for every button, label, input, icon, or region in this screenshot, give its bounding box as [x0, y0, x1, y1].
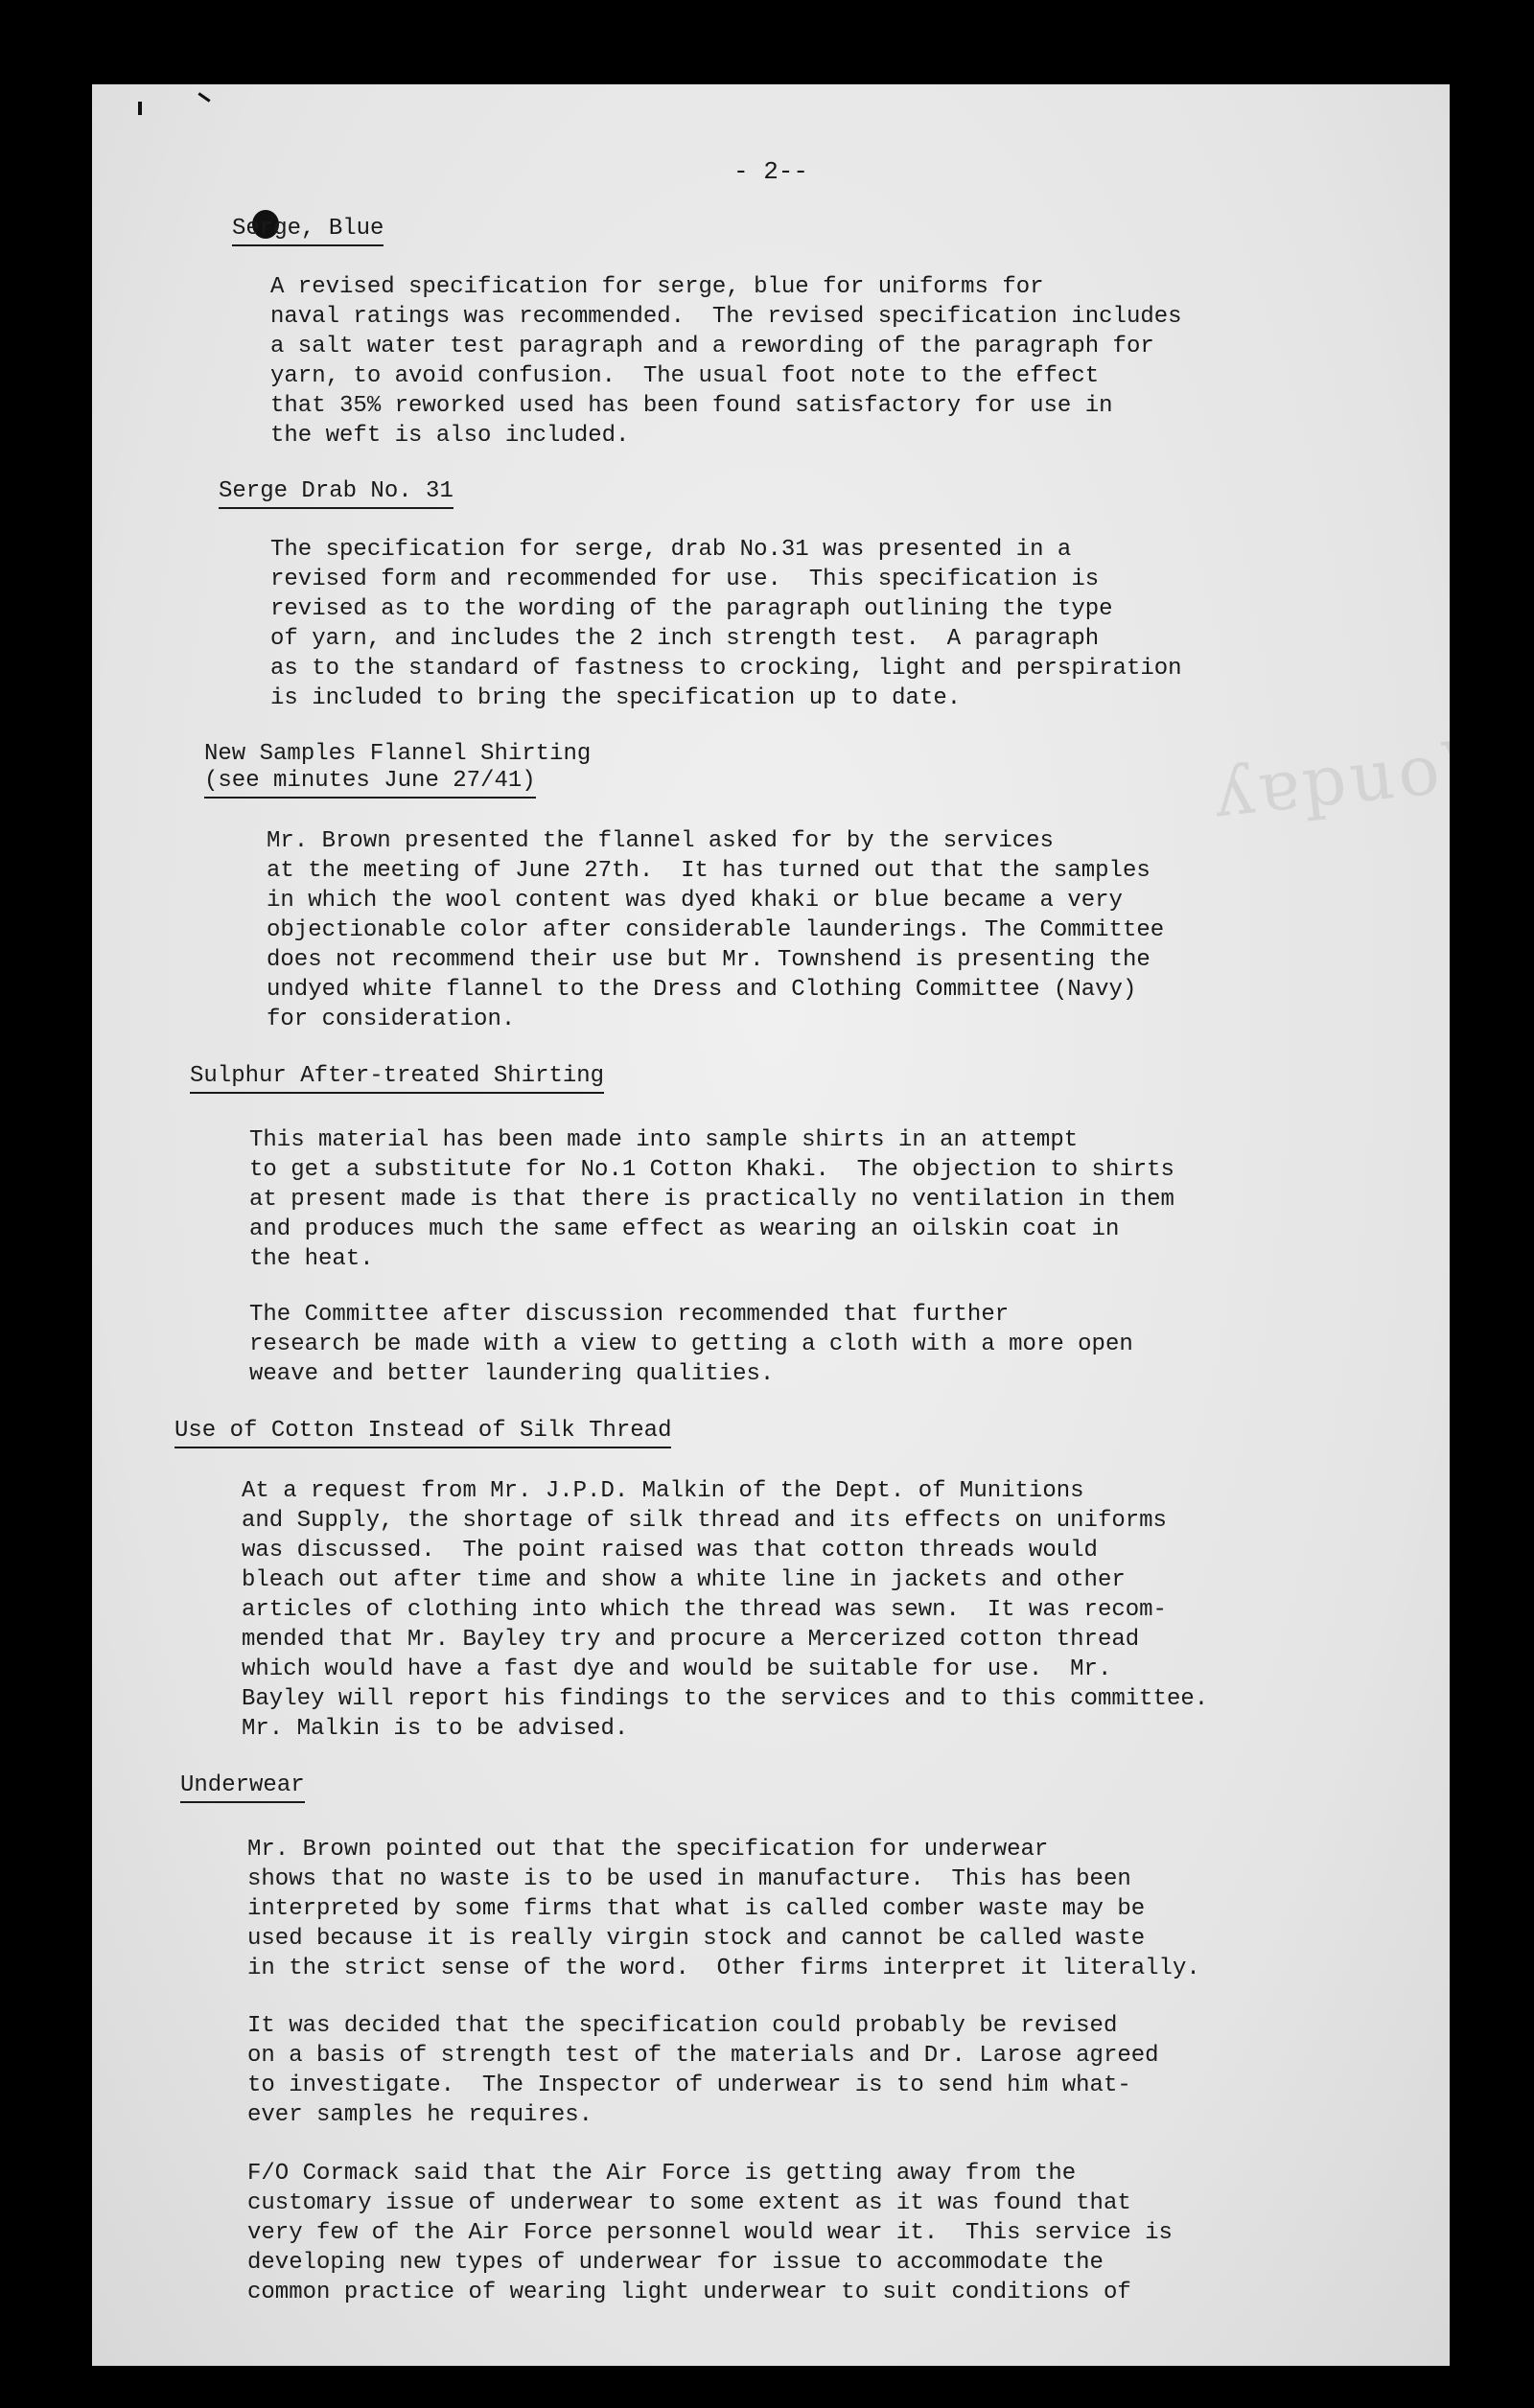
section-heading: New Samples Flannel Shirting — [204, 741, 592, 767]
scan-mark — [138, 102, 142, 115]
section-paragraph: The Committee after discussion recommended that further research be made with a view to getting a cloth with a more open weave and better laundering qualities. — [249, 1302, 1133, 1387]
section-paragraph: A revised specification for serge, blue for uniforms for naval ratings was recommended. The revised specification includes a salt water test paragraph and a rewording of the paragraph for yarn, to avoid confusion. The usual foot note to the effect that 35% reworked used has been found satisfactory for use in the weft is also included. — [270, 274, 1182, 449]
section-heading: Sulphur After-treated Shirting — [190, 1062, 604, 1094]
section-subheading: (see minutes June 27/41) — [204, 767, 536, 799]
section-paragraph: This material has been made into sample shirts in an attempt to get a substitute for No.1 Cotton Khaki. The objection to shirts at present made is that there is practically no ventilation in them and produces much the same effect as wearing an oilskin coat in the heat. — [249, 1127, 1174, 1272]
section-heading: Use of Cotton Instead of Silk Thread — [174, 1417, 671, 1448]
bleed-through-mark: ʎɐpuoW — [1210, 720, 1522, 833]
section-paragraph: The specification for serge, drab No.31 was presented in a revised form and recommended for use. This specification is revised as to the wording of the paragraph outlining the type of yarn, and includes the 2 inch strength test. A paragraph as to the standard of fastness to crocking, light and perspiration is included to bring the specification up to date. — [270, 537, 1182, 711]
section-heading: Underwear — [180, 1771, 305, 1803]
section-paragraph: Mr. Brown presented the flannel asked for by the services at the meeting of June 27th. It has turned out that the samples in which the wool content was dyed khaki or blue became a very objectionable color after considerable launderings. The Committee does not recommend their use but Mr. Townshend is presenting the undyed white flannel to the Dress and Clothing Committee (Navy) for consideration. — [267, 828, 1165, 1032]
page-number: - 2-- — [732, 157, 808, 186]
section-paragraph: It was decided that the specification could probably be revised on a basis of strength test of the materials and Dr. Larose agreed to investigate. The Inspector of underwear is to send him what- ever samples he requires. — [247, 2013, 1159, 2128]
section-paragraph: Mr. Brown pointed out that the specification for underwear shows that no waste is to be used in manufacture. This has been interpreted by some firms that what is called comber waste may be used because it is really virgin stock and cannot be called waste in the strict sense of the word. Other firms interpret it literally. — [247, 1837, 1200, 1981]
document-page — [92, 84, 1522, 2366]
section-heading: Serge, Blue — [232, 215, 384, 246]
section-heading: Serge Drab No. 31 — [219, 477, 453, 509]
scan-mark — [198, 92, 210, 102]
section-paragraph: F/O Cormack said that the Air Force is getting away from the customary issue of underwear to some extent as it was found that very few of the Air Force personnel would wear it. This service is developing new types of underwear for issue to accommodate the common practice of wearing light underwear to suit conditions of — [247, 2161, 1173, 2305]
section-paragraph: At a request from Mr. J.P.D. Malkin of the Dept. of Munitions and Supply, the shortage of silk thread and its effects on uniforms was discussed. The point raised was that cotton threads would bleach out after time and show a white line in jackets and other articles of clothing into which the thread was sewn. It was recom- mended that Mr. Bayley try and procure a Mercerized cotton thread which would have a fast dye and would be suitable for use. Mr. Bayley will report his findings to the services and to this committee. Mr. Malkin is to be advised. — [242, 1478, 1209, 1742]
